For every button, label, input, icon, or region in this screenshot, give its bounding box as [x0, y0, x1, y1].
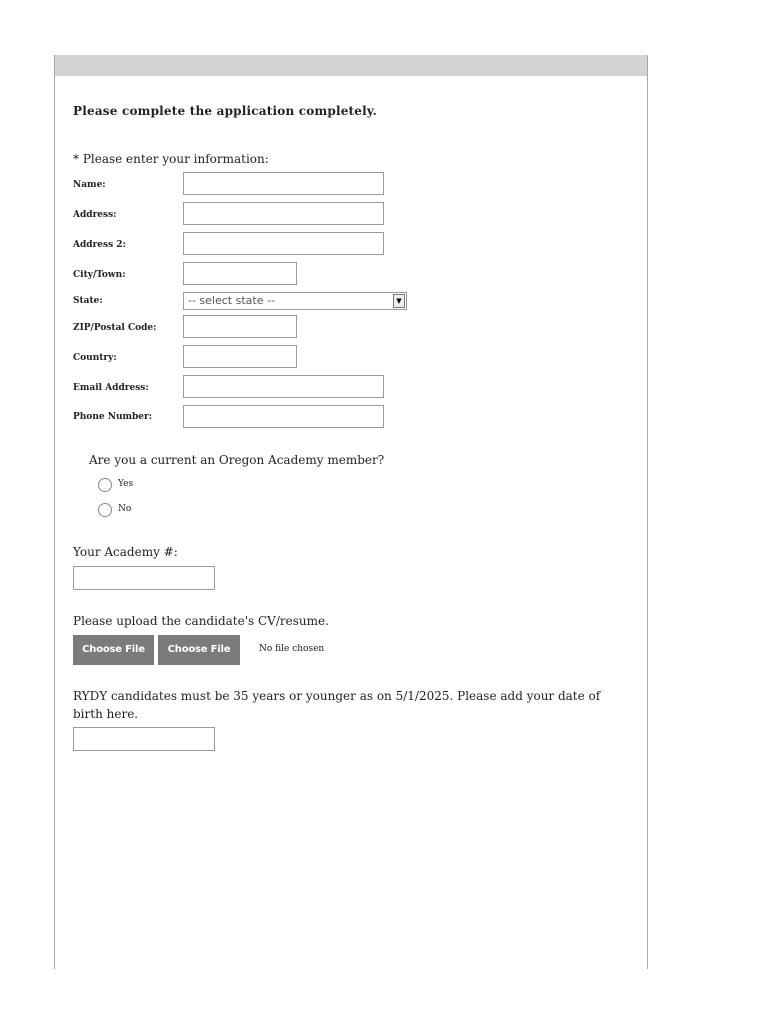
phone-input[interactable]	[183, 405, 384, 428]
zip-input[interactable]	[183, 315, 297, 338]
academy-number-input[interactable]	[73, 566, 215, 590]
chevron-down-icon[interactable]: ▼	[393, 294, 405, 308]
academy-number-label: Your Academy #:	[73, 545, 178, 559]
choose-file-button-2[interactable]: Choose File	[158, 635, 240, 665]
member-yes-radio[interactable]	[98, 478, 112, 492]
address-input[interactable]	[183, 202, 384, 225]
dob-instructions: RYDY candidates must be 35 years or younger as on 5/1/2025. Please add your date of birth here.	[73, 689, 601, 721]
name-input[interactable]	[183, 172, 384, 195]
state-label: State:	[73, 296, 103, 306]
member-no-radio[interactable]	[98, 503, 112, 517]
email-input[interactable]	[183, 375, 384, 398]
address-label: Address:	[73, 210, 117, 220]
address2-label: Address 2:	[73, 240, 126, 250]
info-instructions: * Please enter your information:	[73, 152, 269, 166]
application-form-panel	[54, 55, 648, 969]
state-select-value: -- select state --	[188, 294, 275, 307]
country-input[interactable]	[183, 345, 297, 368]
state-select[interactable]	[183, 292, 407, 310]
phone-label: Phone Number:	[73, 412, 153, 422]
choose-file-button-1[interactable]: Choose File	[73, 635, 154, 665]
email-label: Email Address:	[73, 383, 149, 393]
membership-question: Are you a current an Oregon Academy member?	[89, 453, 385, 467]
file-status: No file chosen	[259, 644, 325, 654]
dob-input[interactable]	[73, 727, 215, 751]
member-yes-label: Yes	[118, 479, 134, 489]
country-label: Country:	[73, 353, 117, 363]
city-label: City/Town:	[73, 270, 126, 280]
zip-label: ZIP/Postal Code:	[73, 323, 157, 333]
address2-input[interactable]	[183, 232, 384, 255]
city-input[interactable]	[183, 262, 297, 285]
name-label: Name:	[73, 180, 106, 190]
form-header-bar	[55, 55, 647, 76]
upload-label: Please upload the candidate's CV/resume.	[73, 614, 329, 628]
member-no-label: No	[118, 504, 132, 514]
form-heading: Please complete the application completely.	[73, 104, 378, 118]
